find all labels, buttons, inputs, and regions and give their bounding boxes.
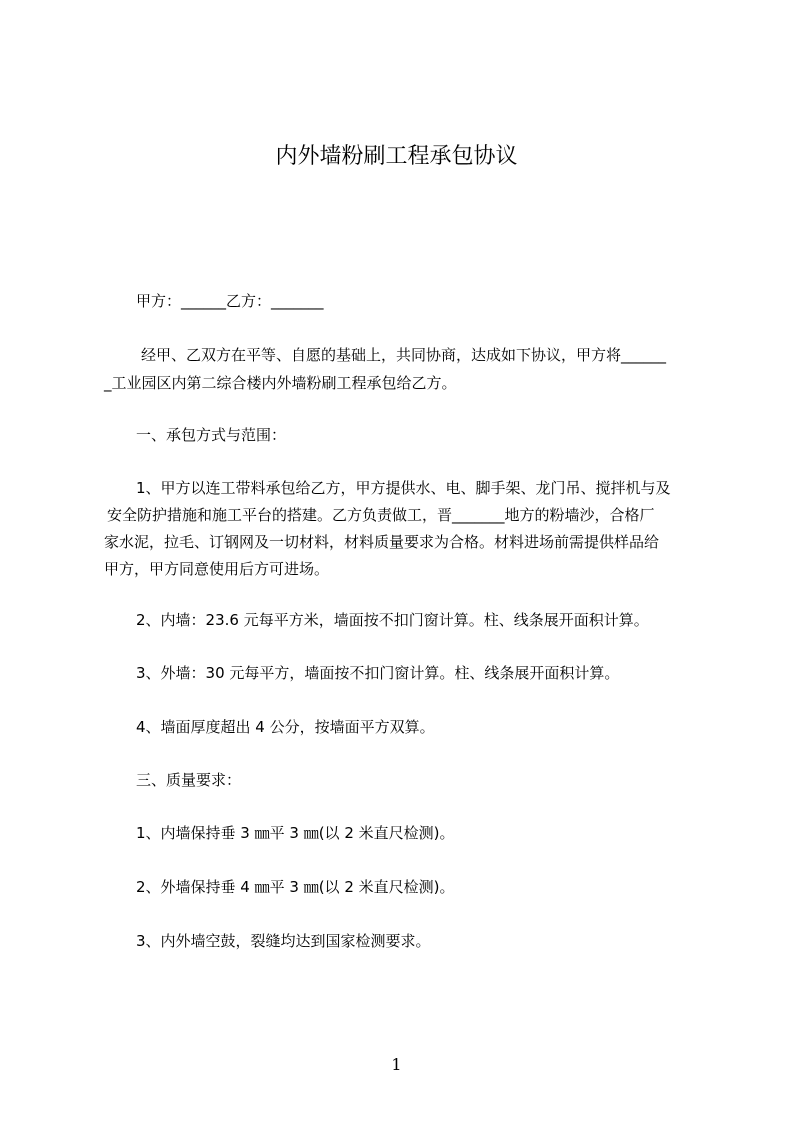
document-title: 内外墙粉刷工程承包协议 — [275, 144, 518, 169]
section1-item1-line-1: 1、甲方以连工带料承包给乙方，甲方提供水、电、脚手架、龙门吊、搅拌机与及 — [136, 479, 671, 497]
section1-item2: 2、内墙：23.6 元每平方米，墙面按不扣门窗计算。柱、线条展开面积计算。 — [136, 611, 649, 629]
section1-item4: 4、墙面厚度超出 4 公分，按墙面平方双算。 — [136, 718, 435, 736]
section1-item1-line-4: 甲方，甲方同意使用后方可进场。 — [104, 560, 330, 578]
section1-item1-line-2: 安全防护措施和施工平台的搭建。乙方负责做工，晋_______地方的粉墙沙，合格厂 — [107, 506, 655, 524]
section1-item1-line-3: 家水泥，拉毛、订钢网及一切材料，材料质量要求为合格。材料进场前需提供样品给 — [104, 533, 660, 551]
parties-line: 甲方：______乙方：_______ — [136, 292, 324, 310]
section1-heading: 一、承包方式与范围： — [136, 426, 287, 444]
intro-line-1: 经甲、乙双方在平等、自愿的基础上，共同协商，达成如下协议，甲方将______ — [141, 346, 667, 364]
intro-line-2: _工业园区内第二综合楼内外墙粉刷工程承包给乙方。 — [104, 374, 457, 392]
section3-item3: 3、内外墙空鼓，裂缝均达到国家检测要求。 — [136, 932, 431, 950]
section3-heading: 三、质量要求： — [136, 771, 242, 789]
section3-item2: 2、外墙保持垂 4 ㎜平 3 ㎜(以 2 米直尺检测)。 — [136, 878, 455, 896]
page-number: 1 — [391, 1055, 402, 1074]
section3-item1: 1、内墙保持垂 3 ㎜平 3 ㎜(以 2 米直尺检测)。 — [136, 824, 455, 842]
section1-item3: 3、外墙：30 元每平方，墙面按不扣门窗计算。柱、线条展开面积计算。 — [136, 664, 620, 682]
